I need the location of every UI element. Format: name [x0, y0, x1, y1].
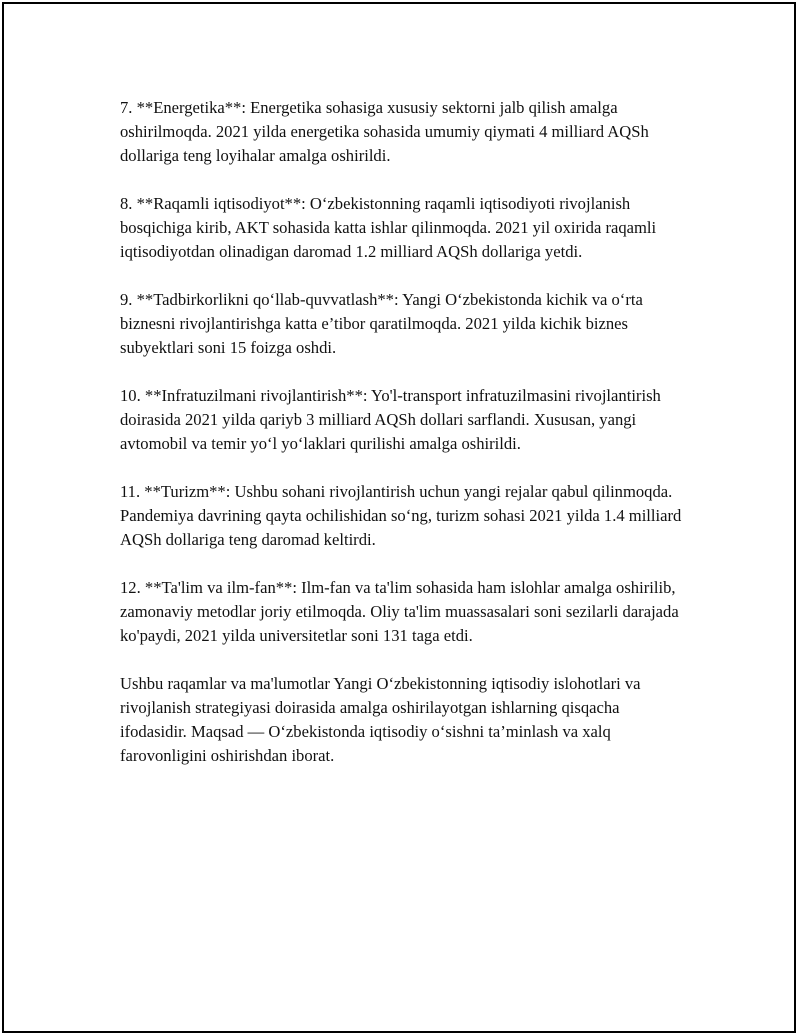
- paragraph-infratuzilma: 10. **Infratuzilmani rivojlantirish**: Yo'l-transport infratuzilmasini rivojlantirish doirasida 2021 yilda qariyb 3 milliard AQSh dollari sarflandi. Xususan, yangi avtomobil va temir yo‘l yo‘laklari qurilishi amalga oshirildi.: [120, 386, 661, 453]
- document-body: [120, 96, 690, 792]
- page-frame: [2, 2, 796, 1033]
- paragraph-energetika: 7. **Energetika**: Energetika sohasiga xususiy sektorni jalb qilish amalga oshirilmoqda. 2021 yilda energetika sohasida umumiy qiymati 4 milliard AQSh dollariga teng loyihalar amalga oshirildi.: [120, 98, 649, 165]
- paragraph-turizm: 11. **Turizm**: Ushbu sohani rivojlantirish uchun yangi rejalar qabul qilinmoqda. Pandemiya davrining qayta ochilishidan so‘ng, turizm sohasi 2021 yilda 1.4 milliard AQSh dollariga teng daromad keltirdi.: [120, 482, 682, 549]
- paragraph-talim-ilm-fan: 12. **Ta'lim va ilm-fan**: Ilm-fan va ta'lim sohasida ham islohlar amalga oshirilib, zamonaviy metodlar joriy etilmoqda. Oliy ta'lim muassasalari soni sezilarli darajada ko'paydi, 2021 yilda universitetlar soni 131 taga etdi.: [120, 578, 679, 645]
- paragraph-tadbirkorlik: 9. **Tadbirkorlikni qo‘llab-quvvatlash**: Yangi O‘zbekistonda kichik va o‘rta biznesni rivojlantirishga katta e’tibor qaratilmoqda. 2021 yilda kichik biznes subyektlari soni 15 foizga oshdi.: [120, 290, 643, 357]
- paragraph-conclusion: Ushbu raqamlar va ma'lumotlar Yangi O‘zbekistonning iqtisodiy islohotlari va rivojlanish strategiyasi doirasida amalga oshirilayotgan ishlarning qisqacha ifodasidir. Maqsad — O‘zbekistonda iqtisodiy o‘sishni ta’minlash va xalq farovonligini oshirishdan iborat.: [120, 674, 641, 765]
- paragraph-raqamli-iqtisodiyot: 8. **Raqamli iqtisodiyot**: O‘zbekistonning raqamli iqtisodiyoti rivojlanish bosqichiga kirib, AKT sohasida katta ishlar qilinmoqda. 2021 yil oxirida raqamli iqtisodiyotdan olinadigan daromad 1.2 milliard AQSh dollariga yetdi.: [120, 194, 657, 261]
